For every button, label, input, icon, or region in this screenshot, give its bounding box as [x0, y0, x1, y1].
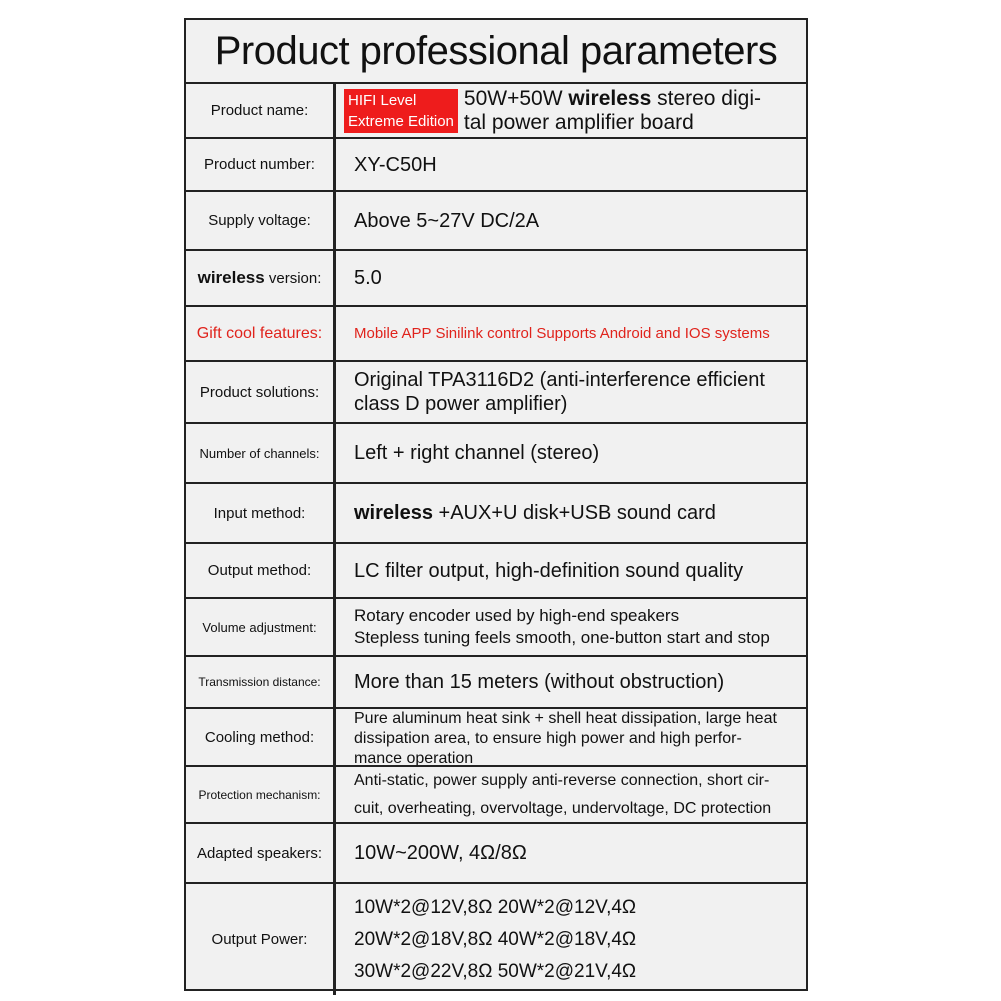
value: 5.0 — [354, 267, 382, 289]
value-product-name — [336, 84, 806, 137]
label: Volume adjustment: — [186, 599, 336, 655]
name-line1: stereo digi- — [657, 86, 761, 110]
value-line: class D power amplifier) — [354, 393, 568, 415]
value: LC filter output, high-definition sound quality — [354, 559, 744, 582]
value: Left + right channel (stereo) — [354, 442, 600, 464]
row-channels — [186, 424, 806, 484]
value: +AUX+U disk+USB sound card — [438, 502, 716, 524]
label: Protection mechanism: — [186, 767, 336, 822]
value-line: dissipation area, to ensure high power and high perfor- — [354, 730, 742, 747]
row-volume-adjustment — [186, 599, 806, 657]
label: Cooling method: — [186, 709, 336, 765]
label: Output method: — [186, 544, 336, 597]
value-line: Original TPA3116D2 (anti-interference efficient — [354, 369, 765, 391]
label: Supply voltage: — [186, 192, 336, 249]
value: More than 15 meters (without obstruction) — [354, 671, 725, 693]
value-line: Rotary encoder used by high-end speakers — [354, 606, 680, 625]
value-line: Pure aluminum heat sink + shell heat dissipation, large heat — [354, 710, 777, 727]
value-line: mance operation — [354, 750, 474, 767]
label: Output Power: — [186, 884, 336, 995]
label-bold: wireless — [197, 268, 265, 287]
row-cooling-method — [186, 709, 806, 767]
row-transmission-distance — [186, 657, 806, 709]
label-product-name: Product name: — [186, 84, 336, 137]
wireless-text: wireless — [354, 502, 433, 524]
badge-line1: HIFI Level — [348, 91, 417, 109]
row-supply-voltage — [186, 192, 806, 251]
label: Transmission distance: — [186, 657, 336, 707]
wireless-text: wireless — [568, 86, 652, 110]
value-line: Stepless tuning feels smooth, one-button start and stop — [354, 628, 770, 647]
parameters-table — [184, 18, 808, 991]
edition-badge — [344, 89, 458, 133]
power-text: 50W+50W — [463, 86, 563, 110]
row-adapted-speakers — [186, 824, 806, 884]
badge-line2: Extreme Edition — [348, 112, 454, 130]
row-input-method — [186, 484, 806, 544]
value-line: cuit, overheating, overvoltage, undervoltage, DC protection — [354, 799, 772, 817]
value: Mobile APP Sinilink control Supports Android and IOS systems — [354, 324, 770, 342]
label — [186, 251, 336, 305]
value-line: 10W*2@12V,8Ω 20W*2@12V,4Ω — [354, 896, 637, 918]
row-output-power — [186, 884, 806, 995]
name-line2: tal power amplifier board — [463, 110, 694, 134]
value: XY-C50H — [354, 153, 437, 176]
label-rest: version: — [268, 269, 322, 287]
value: 10W~200W, 4Ω/8Ω — [354, 842, 527, 864]
value-line: Anti-static, power supply anti-reverse connection, short cir- — [354, 771, 770, 789]
value-line: 30W*2@22V,8Ω 50W*2@21V,4Ω — [354, 960, 637, 982]
label: Product solutions: — [186, 362, 336, 422]
label: Input method: — [186, 484, 336, 542]
label: Product number: — [186, 139, 336, 190]
row-wireless-version — [186, 251, 806, 307]
row-product-name — [186, 84, 806, 139]
page-title: Product professional parameters — [186, 20, 806, 84]
label: Adapted speakers: — [186, 824, 336, 882]
row-product-solutions — [186, 362, 806, 424]
row-output-method — [186, 544, 806, 599]
label: Number of channels: — [186, 424, 336, 482]
value: Above 5~27V DC/2A — [354, 209, 540, 232]
label: Gift cool features: — [186, 307, 336, 360]
row-product-number — [186, 139, 806, 192]
row-gift-features — [186, 307, 806, 362]
value-line: 20W*2@18V,8Ω 40W*2@18V,4Ω — [354, 928, 637, 950]
row-protection — [186, 767, 806, 824]
